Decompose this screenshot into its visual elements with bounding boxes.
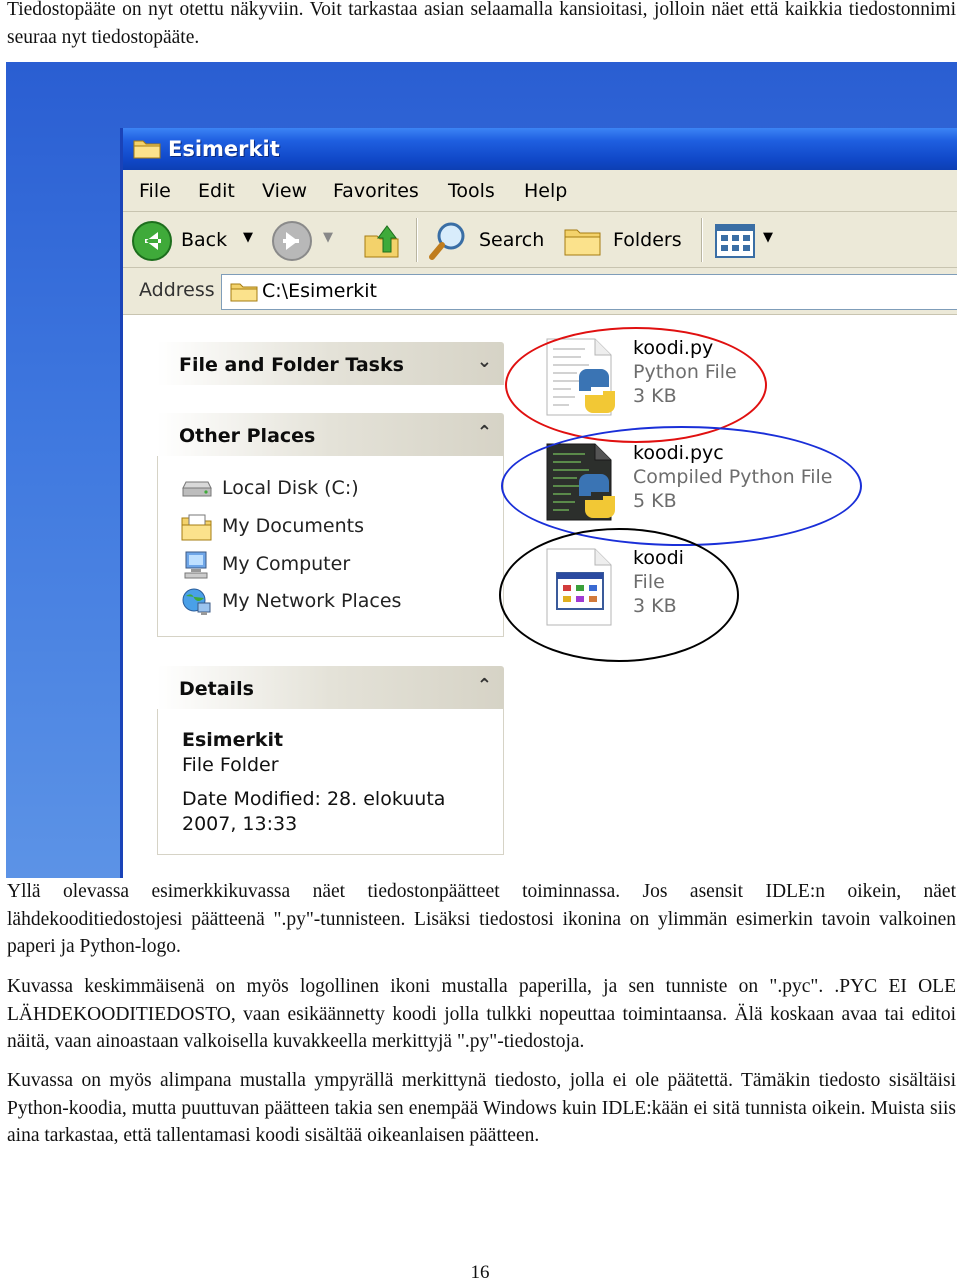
address-label: Address [139, 279, 215, 301]
views-button[interactable] [713, 220, 783, 260]
folder-icon [133, 137, 161, 159]
details-date-modified: Date Modified: 28. elokuuta 2007, 13:33 [182, 788, 446, 835]
panel-title: File and Folder Tasks [179, 354, 404, 376]
file-type: Compiled Python File [633, 466, 833, 488]
menu-file[interactable]: File [139, 180, 171, 202]
black-annotation-ring [499, 528, 739, 662]
folders-button[interactable] [563, 220, 693, 260]
details-panel [157, 666, 504, 855]
window-title: Esimerkit [168, 137, 280, 161]
file-name: koodi.py [633, 337, 714, 359]
my-computer-icon [180, 550, 214, 580]
back-label: Back [181, 229, 228, 251]
other-places-panel [157, 413, 504, 637]
place-label: My Documents [222, 515, 365, 537]
panel-body [157, 709, 504, 855]
address-bar [123, 268, 957, 315]
file-name: koodi [633, 547, 684, 569]
back-button[interactable] [131, 220, 256, 260]
menu-view[interactable]: View [262, 180, 308, 202]
explorer-screenshot [6, 62, 957, 878]
folder-icon [230, 280, 258, 302]
folders-icon [563, 220, 605, 262]
file-name: koodi.pyc [633, 442, 724, 464]
page-number: 16 [470, 1262, 490, 1283]
back-dropdown-icon[interactable]: ▼ [243, 230, 253, 245]
details-folder-type: File Folder [182, 754, 279, 776]
hard-disk-icon [180, 474, 214, 504]
paragraph-1: Yllä olevassa esimerkkikuvassa näet tiedostonpäätteet toiminnassa. Jos asensit IDLE:n oikein, näet lähdekooditiedostojesi päätteenä ".py"-tunnisteen. Lisäksi tiedostosi ikonina on ylimmän esimerkin tavoin valkoinen paperi ja Python-logo. [7, 881, 956, 957]
menu-tools[interactable]: Tools [448, 180, 495, 202]
menu-favorites[interactable]: Favorites [333, 180, 419, 202]
file-size: 3 KB [633, 385, 677, 407]
menu-edit[interactable]: Edit [198, 180, 235, 202]
up-button[interactable] [361, 220, 407, 260]
my-documents-icon [180, 512, 214, 542]
collapse-chevron-icon[interactable]: ⌃ [476, 422, 492, 443]
place-label: My Computer [222, 553, 351, 575]
toolbar [123, 212, 957, 268]
panel-header[interactable] [157, 666, 504, 709]
forward-arrow-icon [271, 220, 313, 262]
place-label: My Network Places [222, 590, 402, 612]
red-annotation-ring [505, 327, 767, 443]
file-size: 3 KB [633, 595, 677, 617]
panel-header[interactable] [157, 413, 504, 456]
blue-annotation-ring [501, 426, 862, 546]
panel-title: Details [179, 678, 254, 700]
title-bar[interactable] [123, 128, 957, 170]
file-size: 5 KB [633, 490, 677, 512]
collapse-chevron-icon[interactable]: ⌃ [476, 675, 492, 696]
file-folder-tasks-panel [157, 342, 504, 385]
back-arrow-icon [131, 220, 173, 262]
network-places-icon [180, 587, 214, 617]
views-icon [713, 220, 757, 262]
search-button[interactable] [427, 220, 557, 260]
forward-button[interactable] [271, 220, 339, 260]
panel-header[interactable] [157, 342, 504, 385]
search-icon [427, 220, 469, 262]
place-label: Local Disk (C:) [222, 477, 359, 499]
intro-paragraph: Tiedostopääte on nyt otettu näkyviin. Voit tarkastaa asian selaamalla kansioitasi, jolloin näet että kaikkia tiedostonnimi seuraa nyt tiedostopääte. [7, 0, 956, 48]
panel-body [157, 456, 504, 637]
search-label: Search [479, 229, 545, 251]
folders-label: Folders [613, 229, 682, 251]
file-type: Python File [633, 361, 737, 383]
task-pane [123, 315, 513, 878]
paragraph-3: Kuvassa on myös alimpana mustalla ympyrällä merkittynä tiedosto, jolla ei ole päätettä. Tämäkin tiedosto sisältäisi Python-koodia, mutta puuttuvan päätteen takia sen enempää Windows kuin IDLE:kään ei sitä tunnista oikein. Muista siis aina tarkastaa, että tallentamasi koodi sisältää oikeanlaisen päätteen. [7, 1070, 956, 1146]
address-value: C:\Esimerkit [262, 280, 377, 302]
details-folder-name: Esimerkit [182, 729, 284, 751]
folder-up-icon [361, 220, 403, 262]
menu-help[interactable]: Help [524, 180, 568, 202]
views-dropdown-icon[interactable]: ▼ [763, 230, 773, 245]
forward-dropdown-icon[interactable]: ▼ [323, 230, 333, 245]
panel-title: Other Places [179, 425, 316, 447]
paragraph-2: Kuvassa keskimmäisenä on myös logollinen ikoni mustalla paperilla, ja sen tunniste on ".pyc". .PYC EI OLE LÄHDEKOODITIEDOSTO, vaan esikäännetty koodi jolla tulkki nopeuttaa toimintaansa. Älä koskaan avaa tai editoi näitä, vaan ainoastaan valkoisella kuvakkeella merkittyjä ".py"-tiedostoja. [7, 976, 956, 1052]
toolbar-separator [701, 218, 703, 262]
address-input[interactable] [221, 274, 957, 310]
file-type: File [633, 571, 665, 593]
toolbar-separator [416, 218, 418, 262]
menu-bar [123, 170, 957, 212]
explorer-window [120, 128, 957, 878]
expand-chevron-icon[interactable]: ⌄ [476, 351, 492, 372]
